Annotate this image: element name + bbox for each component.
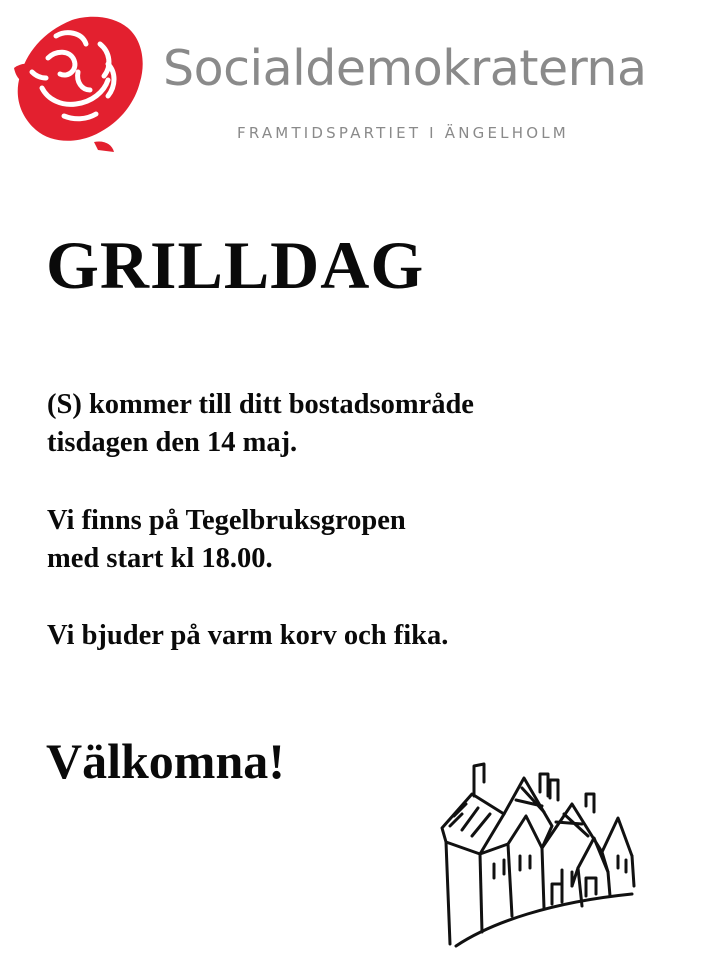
paragraph-line: Vi bjuder på varm korv och fika. (47, 620, 449, 651)
paragraph-line: (S) kommer till ditt bostadsområde (47, 389, 474, 420)
welcome-text: Välkomna! (46, 733, 285, 789)
brand-tagline: FRAMTIDSPARTIET I ÄNGELHOLM (237, 124, 569, 142)
paragraph-line: Vi finns på Tegelbruksgropen (47, 505, 406, 536)
poster-headline: GRILLDAG (46, 227, 425, 303)
brand-name: Socialdemokraterna (163, 40, 647, 97)
paragraph-line: tisdagen den 14 maj. (47, 427, 298, 458)
red-rose-icon (12, 14, 152, 154)
paragraph-line: med start kl 18.00. (47, 543, 273, 574)
location-paragraph (47, 502, 406, 578)
houses-drawing-icon (432, 756, 642, 952)
offer-paragraph (47, 617, 448, 655)
announcement-paragraph (47, 386, 474, 462)
